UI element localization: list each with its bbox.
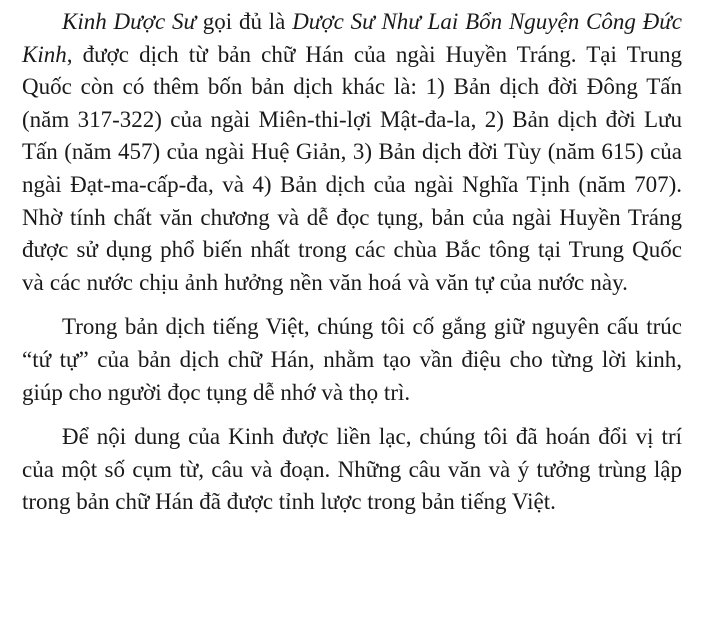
sutra-full-title: Dược Sư Như Lai Bổn Nguyện Công Đức Kinh xyxy=(22,9,683,67)
document-body xyxy=(22,6,682,519)
sutra-short-title: Kinh Dược Sư xyxy=(62,9,197,34)
paragraph-text: , được dịch từ bản chữ Hán của ngài Huyền Tráng. Tại Trung Quốc còn có thêm bốn bản dịch khác là: 1) Bản dịch đời Đông Tấn (năm 317-322) của ngài Miên-thi-lợi Mật-đa-la, 2) Bản dịch đời Lưu Tấn (năm 457) của ngài Huệ Giản, 3) Bản dịch đời Tùy (năm 615) của ngài Đạt-ma-cấp-đa, và 4) Bản dịch của ngài Nghĩa Tịnh (năm 707). Nhờ tính chất văn chương và dễ đọc tụng, bản của ngài Huyền Tráng được sử dụng phổ biến nhất trong các chùa Bắc tông tại Trung Quốc và các nước chịu ảnh hưởng nền văn hoá và văn tự của nước này. xyxy=(22,41,682,295)
paragraph-text: gọi đủ là xyxy=(196,9,293,34)
paragraph-introduction xyxy=(22,6,682,299)
paragraph-translation-structure: Trong bản dịch tiếng Việt, chúng tôi cố gắng giữ nguyên cấu trúc “tứ tự” của bản dịch chữ Hán, nhằm tạo vần điệu cho từng lời kinh, giúp cho người đọc tụng dễ nhớ và thọ trì. xyxy=(22,314,682,405)
paragraph-translation-editing: Để nội dung của Kinh được liền lạc, chúng tôi đã hoán đổi vị trí của một số cụm từ, câu và đoạn. Những câu văn và ý tưởng trùng lập trong bản chữ Hán đã được tỉnh lược trong bản tiếng Việt. xyxy=(22,424,682,515)
